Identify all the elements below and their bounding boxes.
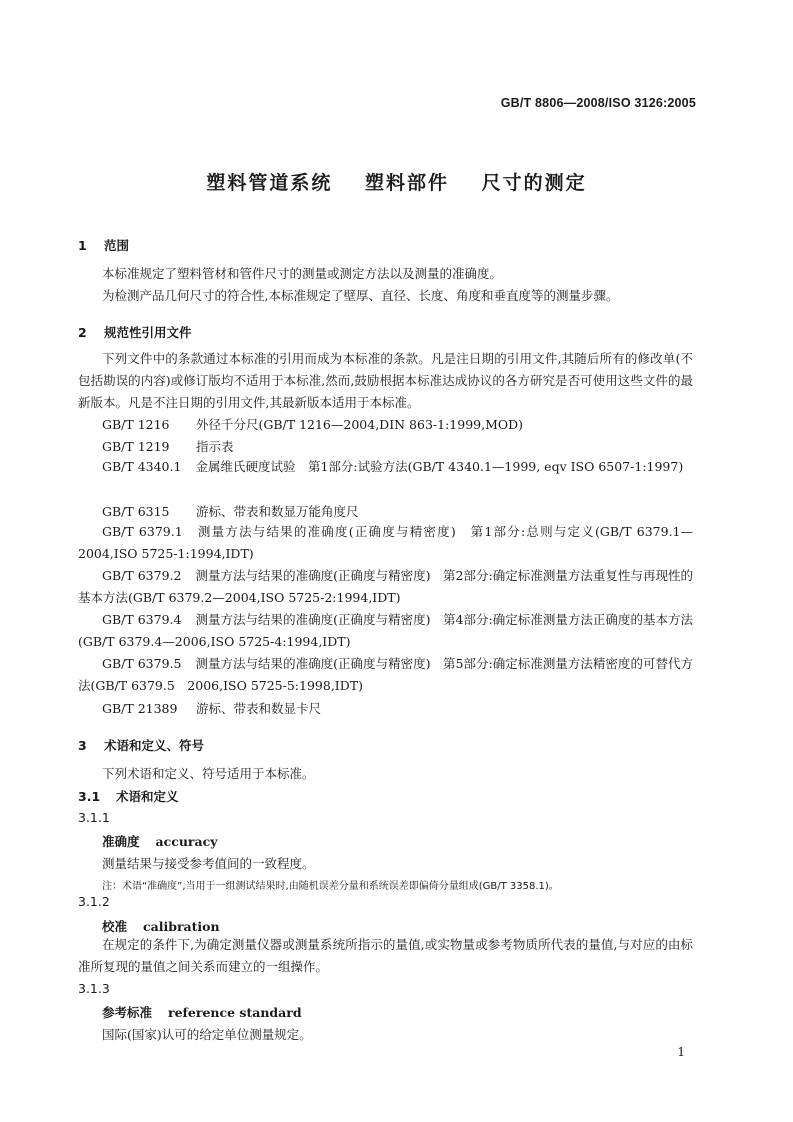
reference-code: GB/T 1219 [102, 439, 170, 454]
title-part: 塑料管道系统 [206, 172, 333, 194]
standard-code: GB/T 8806—2008/ISO 3126:2005 [500, 96, 696, 110]
reference-code: GB/T 6315 [102, 504, 170, 519]
section-number: 2 [78, 325, 87, 340]
reference-text: 游标、带表和数显万能角度尺 [196, 504, 359, 519]
term-definition: 测量结果与接受参考值间的一致程度。 [102, 856, 315, 871]
reference-item [102, 502, 359, 520]
term-number: 3.1.1 [78, 810, 110, 825]
term-en: calibration [143, 919, 220, 934]
term-definition: 国际(国家)认可的给定单位测量规定。 [102, 1027, 312, 1042]
reference-code: GB/T 6379.1 [102, 524, 183, 539]
section-number: 1 [78, 238, 87, 253]
term-zh: 参考标准 [102, 1005, 153, 1020]
reference-code: GB/T 21389 [102, 701, 178, 716]
reference-item [102, 437, 234, 455]
section-1-para-2: 为检测产品几何尺寸的符合性,本标准规定了壁厚、直径、长度、角度和垂直度等的测量步骤。 [102, 288, 619, 303]
page-number: 1 [677, 1045, 685, 1059]
subsection-title: 术语和定义 [116, 789, 179, 804]
reference-text: 金属维氏硬度试验 第1部分:试验方法(GB/T 4340.1—1999, eqv ISO 6507-1:1997) [195, 459, 684, 474]
title-part: 尺寸的测定 [481, 172, 587, 194]
reference-text: 外径千分尺(GB/T 1216—2004,DIN 863-1:1999,MOD) [196, 417, 524, 432]
term-entry [102, 917, 220, 935]
section-3-intro: 下列术语和定义、符号适用于本标准。 [102, 766, 315, 781]
reference-code: GB/T 6379.5 [102, 656, 182, 671]
reference-text: 测量方法与结果的准确度(正确度与精密度) 第5部分:确定标准测量方法精密度的可替代方法(GB/T 6379.5 2006,ISO 5725-5:1998,IDT) [78, 656, 693, 693]
reference-item [78, 653, 693, 697]
reference-text: 游标、带表和数显卡尺 [196, 701, 322, 716]
section-1-heading [78, 236, 129, 254]
subsection-3-1-heading [78, 787, 179, 805]
term-number: 3.1.2 [78, 894, 110, 909]
section-title: 术语和定义、符号 [104, 738, 205, 753]
section-2-heading [78, 323, 192, 341]
reference-text: 测量方法与结果的准确度(正确度与精密度) 第1部分:总则与定义(GB/T 6379.1—2004,ISO 5725-1:1994,IDT) [78, 524, 693, 561]
reference-item [78, 521, 693, 565]
reference-text: 测量方法与结果的准确度(正确度与精密度) 第2部分:确定标准测量方法重复性与再现性的基本方法(GB/T 6379.2—2004,ISO 5725-2:1994,IDT) [78, 568, 693, 605]
term-en: reference standard [168, 1005, 302, 1020]
reference-code: GB/T 1216 [102, 417, 170, 432]
section-3-heading [78, 736, 204, 754]
subsection-number: 3.1 [78, 789, 101, 804]
reference-code: GB/T 6379.4 [102, 612, 182, 627]
term-entry [102, 1003, 302, 1021]
reference-text: 测量方法与结果的准确度(正确度与精密度) 第4部分:确定标准测量方法正确度的基本方法(GB/T 6379.4—2006,ISO 5725-4:1994,IDT) [78, 612, 693, 649]
document-title [0, 168, 793, 195]
title-part: 塑料部件 [364, 172, 449, 194]
reference-code: GB/T 4340.1 [102, 459, 182, 474]
section-title: 规范性引用文件 [104, 325, 192, 340]
reference-item [102, 699, 321, 717]
reference-code: GB/T 6379.2 [102, 568, 182, 583]
reference-text: 指示表 [196, 439, 234, 454]
term-entry [102, 832, 218, 850]
section-2-intro: 下列文件中的条款通过本标准的引用而成为本标准的条款。凡是注日期的引用文件,其随后所有的修改单(不包括勘误的内容)或修订版均不适用于本标准,然而,鼓励根据本标准达成协议的各方研究是否可使用这些文件的最新版本。凡是不注日期的引用文件,其最新版本适用于本标准。 [78, 351, 693, 410]
term-zh: 校准 [102, 919, 128, 934]
term-number: 3.1.3 [78, 981, 110, 996]
section-title: 范围 [104, 238, 130, 253]
term-en: accuracy [155, 834, 218, 849]
section-number: 3 [78, 738, 87, 753]
term-note: 注：术语“准确度”,当用于一组测试结果时,由随机误差分量和系统误差即偏倚分量组成(GB/T 3358.1)。 [102, 881, 559, 892]
reference-item [78, 565, 693, 609]
reference-item [78, 609, 693, 653]
term-zh: 准确度 [102, 834, 140, 849]
reference-item [78, 456, 693, 478]
reference-item [102, 415, 523, 433]
section-1-para-1: 本标准规定了塑料管材和管件尺寸的测量或测定方法以及测量的准确度。 [102, 266, 503, 281]
term-definition: 在规定的条件下,为确定测量仪器或测量系统所指示的量值,或实物量或参考物质所代表的量值,与对应的由标准所复现的量值之间关系而建立的一组操作。 [78, 937, 693, 974]
